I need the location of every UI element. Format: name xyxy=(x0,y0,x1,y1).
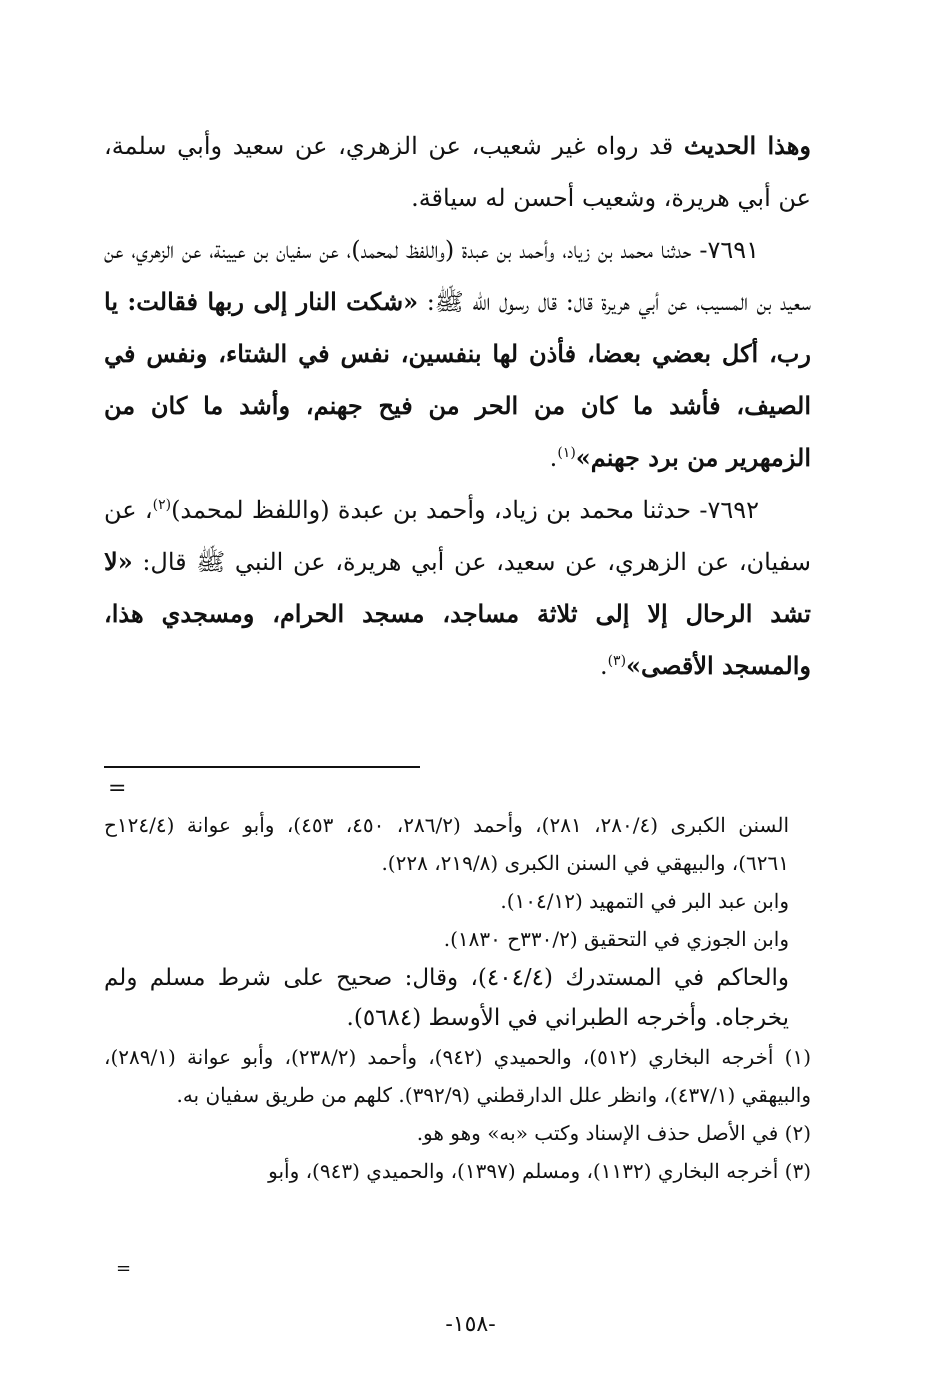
footnote-2: (٢) في الأصل حذف الإسناد وكتب «به» وهو هو. xyxy=(416,1121,811,1145)
page-number: -١٥٨- xyxy=(445,1312,496,1337)
end-dot: . xyxy=(549,444,558,472)
intro-text: قد رواه غير شعيب، عن الزهري، عن سعيد وأبي سلمة، عن أبي هريرة، وشعيب أحسن له سياقة. xyxy=(104,132,811,212)
end-dot: . xyxy=(599,652,608,680)
footnote-cont-line: السنن الكبرى (٢٨٠/٤، ٢٨١)، وأحمد (٢٨٦/٢، ٤٥٠، ٤٥٣)، وأبو عوانة (١٢٤/٤ح ٦٢٦١)، والبيهقي في السنن الكبرى (٢١٩/٨، ٢٢٨). xyxy=(104,813,789,875)
footnote-cont-big: والحاكم في المستدرك (٤٠٤/٤)، وقال: صحيح على شرط مسلم ولم يخرجاه. وأخرجه الطبراني في الأوسط (٥٦٨٤). xyxy=(104,965,789,1031)
main-text xyxy=(104,120,811,692)
footnote-ref-2: (٢) xyxy=(152,497,172,513)
intro-bold: وهذا الحديث xyxy=(683,131,812,160)
footnote-cont-line: وابن عبد البر في التمهيد (١٠٤/١٢). xyxy=(500,889,789,913)
hadith-7692-isnad-a: ٧٦٩٢- حدثنا محمد بن زياد، وأحمد بن عبدة (واللفظ لمحمد) xyxy=(171,496,759,524)
hadith-7691-matn: «شكت النار إلى ربها فقالت: يا رب، أكل بعضي بعضا، فأذن لها بنفسين، نفس في الشتاء، ونفس في الصيف، فأشد ما كان من الحر من فيح جهنم، وأشد ما كان من الزمهرير من برد جهنم» xyxy=(104,287,811,472)
hadith-7691 xyxy=(104,224,811,484)
footnote-continues-mark: = xyxy=(116,1258,132,1279)
intro-paragraph xyxy=(104,120,811,224)
footnote-1: (١) أخرجه البخاري (٥١٢)، والحميدي (٩٤٢)، وأحمد (٢٣٨/٢)، وأبو عوانة (٢٨٩/١)، والبيهقي (٤٣٧/١)، وانظر علل الدارقطني (٣٩٢/٩). كلهم من طريق سفيان به. xyxy=(104,1045,811,1107)
footnote-separator xyxy=(104,766,420,768)
footnote-continuation-mark: = xyxy=(108,776,127,801)
footnote-ref-1: (١) xyxy=(557,445,576,461)
hadith-7692 xyxy=(104,484,811,692)
footnote-3: (٣) أخرجه البخاري (١١٣٢)، ومسلم (١٣٩٧)، والحميدي (٩٤٣)، وأبو xyxy=(268,1159,811,1183)
hadith-7692-matn: «لا تشد الرحال إلا إلى ثلاثة مساجد، مسجد الحرام، ومسجدي هذا، والمسجد الأقصى» xyxy=(104,547,811,680)
footnote-ref-3: (٣) xyxy=(607,653,627,669)
hadith-7691-isnad: ٧٦٩١- حدثنا محمد بن زياد، وأحمد بن عبدة (واللفظ لمحمد)، عن سفيان بن عيينة، عن الزهري، عن سعيد بن المسيب، عن أبي هريرة قال: قال رسول الله ﷺ: xyxy=(104,236,811,316)
footnotes xyxy=(104,806,811,1190)
footnote-cont-line: وابن الجوزي في التحقيق (٣٣٠/٢ح ١٨٣٠). xyxy=(443,927,789,951)
hadith-7692-isnad-b: ، عن سفيان، عن الزهري، عن سعيد، عن أبي هريرة، عن النبي ﷺ قال: xyxy=(104,496,811,576)
